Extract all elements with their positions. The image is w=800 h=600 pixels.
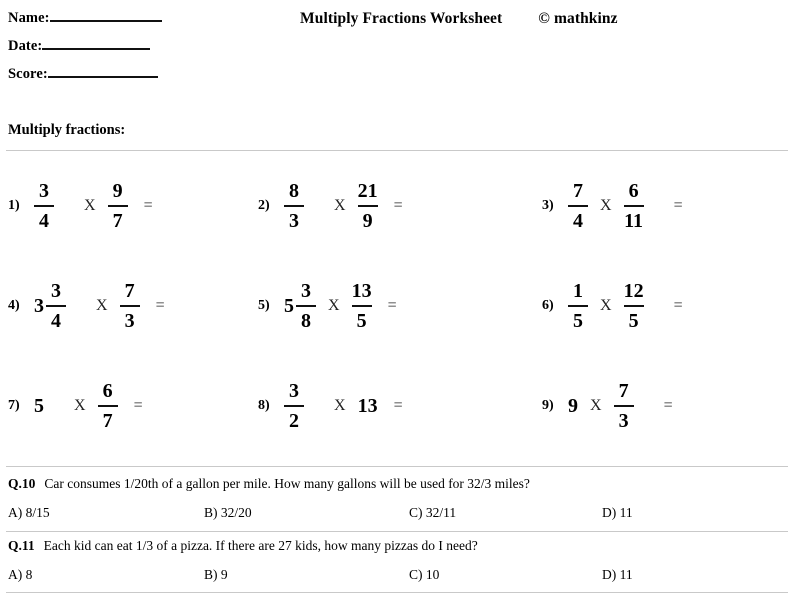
problem-grid: [0, 156, 800, 456]
question-line: [8, 538, 792, 554]
fraction-right: [98, 380, 118, 432]
problem-number: 6): [542, 298, 554, 313]
fraction-left: [568, 180, 588, 232]
operand-right: [614, 380, 634, 432]
operand-left: [34, 180, 54, 232]
word-problem-q11: [8, 538, 792, 583]
operand-left: [284, 280, 316, 332]
equals-operator: =: [143, 197, 153, 214]
operand-right: [358, 396, 378, 416]
fraction-bar-icon: [568, 205, 588, 207]
numerator: 12: [623, 279, 644, 302]
operand-right: [120, 280, 140, 332]
denominator: 4: [51, 309, 61, 332]
copyright-notice: © mathkinz: [538, 10, 618, 27]
name-input-blank[interactable]: [50, 8, 162, 22]
operand-left: [284, 380, 304, 432]
fraction-right: [358, 180, 378, 232]
numerator: 7: [573, 179, 583, 202]
equals-operator: =: [387, 297, 397, 314]
option-b[interactable]: B) 9: [204, 567, 228, 582]
date-input-blank[interactable]: [42, 36, 150, 50]
multiply-operator: X: [600, 297, 612, 314]
denominator: 5: [356, 309, 367, 332]
fraction-bar-icon: [34, 205, 54, 207]
fraction-bar-icon: [614, 405, 634, 407]
problem-number: 8): [258, 398, 270, 413]
question-line: [8, 476, 792, 492]
operand-left: [284, 180, 304, 232]
fraction-bar-icon: [296, 305, 316, 307]
fraction-right: [624, 280, 644, 332]
problem-number: 3): [542, 198, 554, 213]
problem-5[interactable]: [248, 256, 526, 356]
fraction-bar-icon: [352, 305, 372, 307]
fraction-bar-icon: [284, 205, 304, 207]
student-info-block: [8, 8, 268, 92]
fraction-bar-icon: [98, 405, 118, 407]
option-c[interactable]: C) 10: [409, 567, 440, 582]
multiply-operator: X: [84, 197, 96, 214]
option-d[interactable]: D) 11: [602, 567, 633, 582]
multiply-operator: X: [96, 297, 108, 314]
question-tag: Q.11: [8, 538, 35, 553]
problem-number: 5): [258, 298, 270, 313]
denominator: 7: [102, 409, 113, 432]
question-tag: Q.10: [8, 476, 36, 491]
problem-9[interactable]: [526, 356, 800, 456]
numerator: 3: [51, 279, 61, 302]
equals-operator: =: [673, 297, 683, 314]
denominator: 4: [39, 209, 49, 232]
problem-4[interactable]: [0, 256, 248, 356]
option-c[interactable]: C) 32/11: [409, 505, 457, 520]
section-heading: Multiply fractions:: [8, 122, 126, 138]
fraction-right: [614, 380, 634, 432]
question-text: Each kid can eat 1/3 of a pizza. If there are 27 kids, how many pizzas do I need?: [43, 538, 478, 553]
denominator: 3: [124, 309, 135, 332]
operand-right: [624, 280, 644, 332]
operand-left: [568, 396, 578, 416]
whole-number: 13: [357, 395, 378, 417]
divider-top: [6, 150, 788, 151]
option-a[interactable]: A) 8/15: [8, 505, 50, 520]
divider-before-word-problems: [6, 466, 788, 467]
score-field-row: [8, 64, 268, 92]
denominator: 2: [289, 409, 299, 432]
answer-options: [8, 505, 792, 521]
operand-right: [98, 380, 118, 432]
numerator: 21: [357, 179, 378, 202]
fraction-bar-icon: [624, 305, 644, 307]
worksheet-header: [0, 0, 800, 100]
denominator: 4: [573, 209, 583, 232]
whole-number: 9: [568, 395, 578, 417]
answer-options: [8, 567, 792, 583]
denominator: 8: [301, 309, 311, 332]
date-label: Date:: [8, 38, 43, 54]
denominator: 5: [628, 309, 639, 332]
multiply-operator: X: [590, 397, 602, 414]
option-a[interactable]: A) 8: [8, 567, 33, 582]
operand-right: [358, 180, 378, 232]
operand-left: [568, 180, 588, 232]
fraction-right: [352, 280, 372, 332]
denominator: 7: [112, 209, 123, 232]
name-field-row: [8, 8, 268, 36]
title-block: [300, 10, 618, 28]
equals-operator: =: [133, 397, 143, 414]
operand-right: [352, 280, 372, 332]
problem-7[interactable]: [0, 356, 248, 456]
whole-number: 3: [34, 295, 44, 317]
denominator: 5: [573, 309, 583, 332]
numerator: 3: [301, 279, 311, 302]
problem-8[interactable]: [248, 356, 526, 456]
divider-after-q10: [6, 531, 788, 532]
equals-operator: =: [663, 397, 673, 414]
multiply-operator: X: [328, 297, 340, 314]
fraction-bar-icon: [568, 305, 588, 307]
equals-operator: =: [155, 297, 165, 314]
numerator: 3: [39, 179, 49, 202]
denominator: 9: [362, 209, 373, 232]
problem-1[interactable]: [0, 156, 248, 256]
equals-operator: =: [673, 197, 683, 214]
multiply-operator: X: [600, 197, 612, 214]
denominator: 3: [618, 409, 629, 432]
problem-6[interactable]: [526, 256, 800, 356]
multiply-operator: X: [334, 397, 346, 414]
equals-operator: =: [393, 197, 403, 214]
numerator: 6: [102, 379, 113, 402]
problem-number: 4): [8, 298, 20, 313]
fraction-right: [624, 180, 644, 232]
word-problem-q10: [8, 476, 792, 521]
option-b[interactable]: B) 32/20: [204, 505, 252, 520]
fraction-bar-icon: [358, 205, 378, 207]
whole-number: 5: [34, 395, 44, 417]
numerator: 7: [124, 279, 135, 302]
numerator: 6: [628, 179, 639, 202]
problem-number: 9): [542, 398, 554, 413]
problem-number: 7): [8, 398, 20, 413]
fraction-left: [46, 280, 66, 332]
operand-right: [108, 180, 128, 232]
problem-number: 1): [8, 198, 20, 213]
denominator: 3: [289, 209, 299, 232]
problem-row: [0, 156, 800, 256]
numerator: 9: [112, 179, 123, 202]
operand-left: [568, 280, 588, 332]
fraction-left: [568, 280, 588, 332]
problem-row: [0, 356, 800, 456]
equals-operator: =: [393, 397, 403, 414]
fraction-bar-icon: [46, 305, 66, 307]
fraction-bar-icon: [108, 205, 128, 207]
problem-2[interactable]: [248, 156, 526, 256]
fraction-bar-icon: [284, 405, 304, 407]
fraction-left: [34, 180, 54, 232]
question-text: Car consumes 1/20th of a gallon per mile. How many gallons will be used for 32/3 miles?: [44, 476, 530, 491]
date-field-row: [8, 36, 268, 64]
whole-number: 5: [284, 295, 294, 317]
name-label: Name:: [8, 10, 50, 26]
divider-bottom: [6, 592, 788, 593]
numerator: 3: [289, 379, 299, 402]
operand-left: [34, 396, 44, 416]
fraction-right: [108, 180, 128, 232]
numerator: 8: [289, 179, 299, 202]
fraction-left: [284, 380, 304, 432]
denominator: 11: [624, 209, 644, 232]
problem-number: 2): [258, 198, 270, 213]
option-d[interactable]: D) 11: [602, 505, 633, 520]
operand-right: [624, 180, 644, 232]
numerator: 7: [618, 379, 629, 402]
fraction-left: [296, 280, 316, 332]
fraction-left: [284, 180, 304, 232]
fraction-bar-icon: [120, 305, 140, 307]
problem-3[interactable]: [526, 156, 800, 256]
score-input-blank[interactable]: [48, 64, 158, 78]
numerator: 1: [573, 279, 583, 302]
operand-left: [34, 280, 66, 332]
page-title: Multiply Fractions Worksheet: [300, 10, 503, 27]
problem-row: [0, 256, 800, 356]
multiply-operator: X: [334, 197, 346, 214]
numerator: 13: [351, 279, 372, 302]
multiply-operator: X: [74, 397, 86, 414]
fraction-right: [120, 280, 140, 332]
fraction-bar-icon: [624, 205, 644, 207]
score-label: Score:: [8, 66, 48, 82]
